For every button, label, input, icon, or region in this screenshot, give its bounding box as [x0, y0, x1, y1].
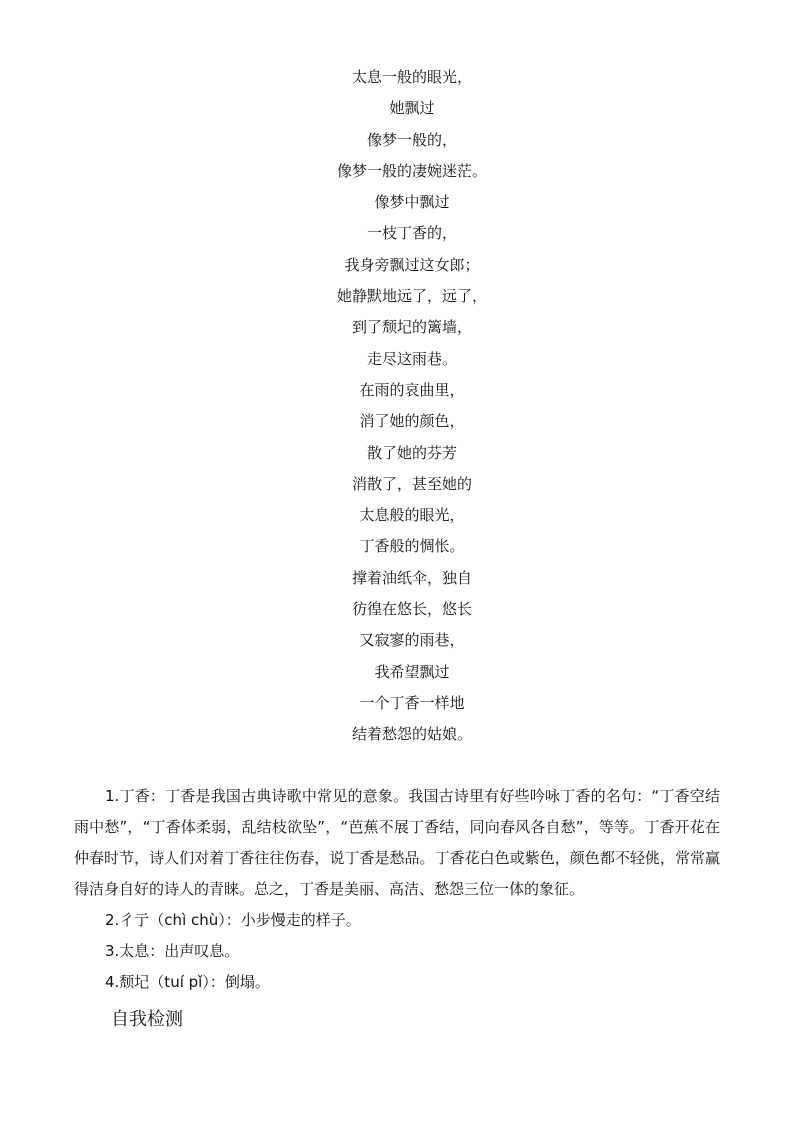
poem-line: 太息一般的眼光， [351, 68, 472, 86]
poem-line: 又寂寥的雨巷， [359, 631, 465, 650]
poem-line: 她飘过 [389, 99, 435, 118]
poem-line: 像梦一般的凄婉迷茫。 [336, 161, 487, 180]
poem-line: 撑着油纸伞，独自 [351, 568, 472, 587]
annotation-3: 3.太息：出声叹息。 [105, 942, 240, 960]
poem-line: 她静默地远了，远了， [336, 287, 487, 306]
annotation-2: 2.彳亍（chì chù）：小步慢走的样子。 [105, 911, 361, 929]
poem-line: 消了她的颜色， [359, 412, 465, 431]
poem-line: 消散了，甚至她的 [351, 474, 472, 493]
poem-line: 一个丁香一样地 [359, 693, 465, 712]
section-heading: 自我检测 [111, 1009, 183, 1030]
poem-line: 我希望飘过 [374, 662, 450, 681]
annotations [0, 781, 794, 998]
poem-line: 丁香般的惆怅。 [359, 537, 465, 556]
poem-line: 在雨的哀曲里， [359, 380, 465, 399]
poem-line: 一枝丁香的， [366, 224, 457, 243]
poem-line: 结着愁怨的姑娘。 [351, 725, 472, 744]
poem-line: 彷徨在悠长，悠长 [351, 600, 472, 619]
poem-line: 太息般的眼光， [359, 506, 465, 525]
poem-line: 走尽这雨巷。 [366, 349, 457, 368]
annotation-1: 1.丁香：丁香是我国古典诗歌中常见的意象。我国古诗里有好些吟咏丁香的名句：“丁香空结雨中愁”，“丁香体柔弱，乱结枝欲坠”，“芭蕉不展丁香结，同向春风各自愁”，等等。丁香开花在仲春时节，诗人们对着丁香往往伤春，说丁香是愁品。丁香花白色或紫色，颜色都不轻佻，常常赢得洁身自好的诗人的青睐。总之，丁香是美丽、高洁、愁怨三位一体的象征。 [74, 787, 720, 898]
annotation-4: 4.颓圮（tuí pǐ）：倒塌。 [105, 973, 270, 991]
poem-line: 到了颓圮的篱墙， [351, 318, 472, 337]
poem-line: 散了她的芬芳 [366, 443, 457, 462]
poem-line: 像梦中飘过 [374, 193, 450, 212]
poem [0, 62, 794, 751]
poem-line: 像梦一般的， [366, 130, 457, 149]
poem-line: 我身旁飘过这女郎； [344, 255, 480, 274]
